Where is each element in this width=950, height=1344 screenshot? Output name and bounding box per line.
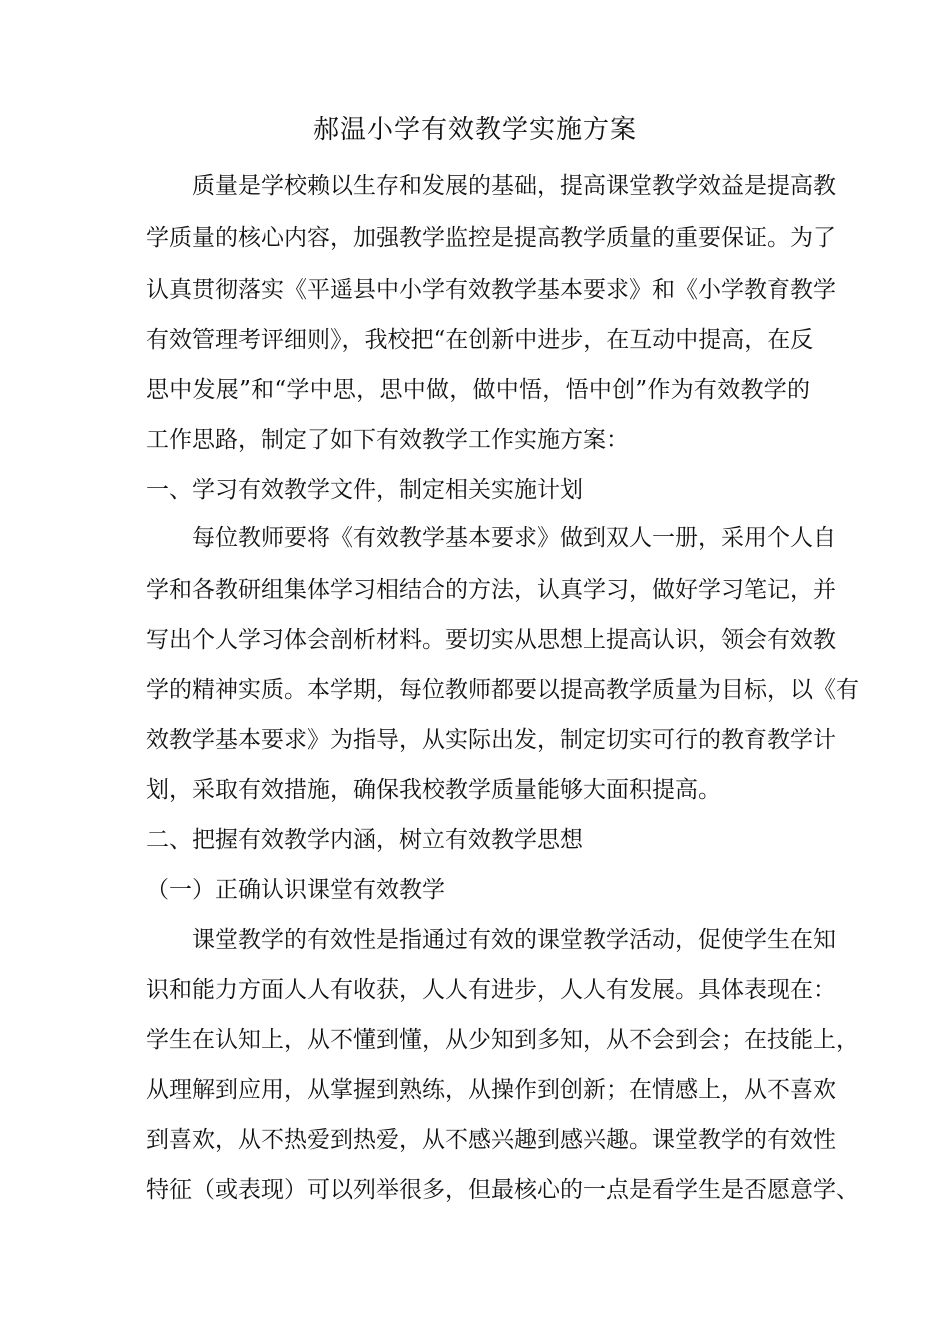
- paragraph-line: 质量是学校赖以生存和发展的基础，提高课堂教学效益是提高教: [192, 173, 836, 199]
- subsection-heading: （一）正确认识课堂有效教学: [146, 877, 445, 903]
- paragraph-line: 划，采取有效措施，确保我校教学质量能够大面积提高。: [146, 777, 721, 803]
- document-title: 郝温小学有效教学实施方案: [312, 115, 637, 145]
- paragraph-line: 工作思路，制定了如下有效教学工作实施方案：: [146, 427, 629, 453]
- paragraph-line: 写出个人学习体会剖析材料。要切实从思想上提高认识，领会有效教: [146, 627, 836, 653]
- paragraph-line: 学质量的核心内容，加强教学监控是提高教学质量的重要保证。为了: [146, 225, 836, 251]
- paragraph-line: 学的精神实质。本学期，每位教师都要以提高教学质量为目标，以《有: [146, 677, 859, 703]
- paragraph-line: 认真贯彻落实《平遥县中小学有效教学基本要求》和《小学教育教学: [146, 277, 836, 303]
- paragraph-line: 思中发展”和“学中思，思中做，做中悟，悟中创”作为有效教学的: [146, 377, 810, 403]
- paragraph-line: 特征（或表现）可以列举很多，但最核心的一点是看学生是否愿意学、: [146, 1177, 859, 1203]
- paragraph-line: 学和各教研组集体学习相结合的方法，认真学习，做好学习笔记，并: [146, 577, 836, 603]
- paragraph-line: 从理解到应用，从掌握到熟练，从操作到创新；在情感上，从不喜欢: [146, 1077, 836, 1103]
- paragraph-line: 有效管理考评细则》，我校把“在创新中进步，在互动中提高，在反: [146, 327, 814, 353]
- paragraph-line: 到喜欢，从不热爱到热爱，从不感兴趣到感兴趣。课堂教学的有效性: [146, 1127, 836, 1153]
- paragraph-line: 效教学基本要求》为指导，从实际出发，制定切实可行的教育教学计: [146, 727, 836, 753]
- section-heading: 一、学习有效教学文件，制定相关实施计划: [146, 477, 583, 503]
- paragraph-line: 识和能力方面人人有收获，人人有进步，人人有发展。具体表现在：: [146, 977, 836, 1003]
- section-heading: 二、把握有效教学内涵，树立有效教学思想: [146, 827, 583, 853]
- paragraph-line: 课堂教学的有效性是指通过有效的课堂教学活动，促使学生在知: [192, 927, 836, 953]
- paragraph-line: 学生在认知上，从不懂到懂，从少知到多知，从不会到会；在技能上，: [146, 1027, 859, 1053]
- paragraph-line: 每位教师要将《有效教学基本要求》做到双人一册，采用个人自: [192, 525, 836, 551]
